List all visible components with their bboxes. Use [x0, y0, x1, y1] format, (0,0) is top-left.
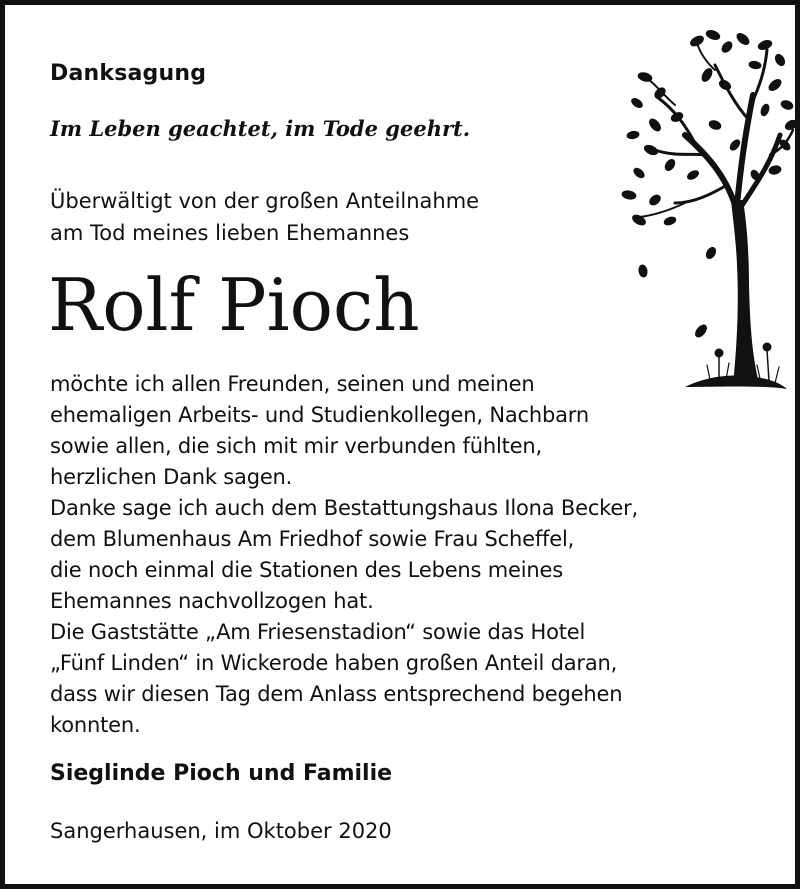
body-line: Die Gaststätte „Am Friesenstadion“ sowie das Hotel [50, 620, 586, 644]
body-line: die noch einmal die Stationen des Lebens meines [50, 558, 563, 582]
body-line: Ehemannes nachvollzogen hat. [50, 589, 374, 613]
body-line: konnten. [50, 713, 141, 737]
body-line: ehemaligen Arbeits- und Studienkollegen, Nachbarn [50, 403, 589, 427]
place-date: Sangerhausen, im Oktober 2020 [50, 819, 392, 843]
body-text [50, 369, 750, 741]
body-line: herzlichen Dank sagen. [50, 465, 293, 489]
deceased-name: Rolf Pioch [48, 263, 420, 347]
body-line: dem Blumenhaus Am Friedhof sowie Frau Scheffel, [50, 527, 575, 551]
signature: Sieglinde Pioch und Familie [50, 761, 393, 786]
intro-text [50, 185, 610, 249]
body-line: „Fünf Linden“ in Wickerode haben großen Anteil daran, [50, 651, 618, 675]
body-line: möchte ich allen Freunden, seinen und meinen [50, 372, 535, 396]
intro-line: Überwältigt von der großen Anteilnahme [50, 189, 480, 213]
notice-motto: Im Leben geachtet, im Tode geehrt. [50, 116, 471, 141]
intro-line: am Tod meines lieben Ehemannes [50, 221, 410, 245]
body-line: sowie allen, die sich mit mir verbunden fühlten, [50, 434, 542, 458]
notice-heading: Danksagung [50, 61, 207, 86]
tree-silhouette-icon [615, 25, 795, 395]
body-line: Danke sage ich auch dem Bestattungshaus Ilona Becker, [50, 496, 639, 520]
body-line: dass wir diesen Tag dem Anlass entsprechend begehen [50, 682, 623, 706]
